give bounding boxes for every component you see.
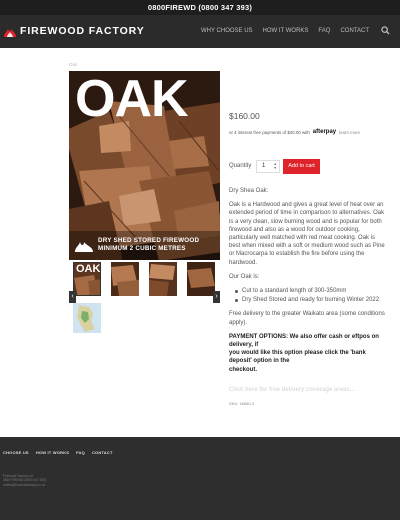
footer-nav-choose-us[interactable]: CHOOSE US [3, 450, 29, 455]
footer-company: Firewood Factory Ltd [3, 474, 33, 478]
footer-email[interactable]: orders@firewoodfactory.co.nz [3, 482, 46, 487]
delivery-map-image [73, 303, 101, 333]
thumbnail-image [111, 262, 139, 296]
caption-line-1: DRY SHED STORED FIREWOOD [98, 237, 200, 244]
nav-faq[interactable]: FAQ [318, 27, 331, 34]
thumbnail-4[interactable] [187, 262, 215, 296]
payment-options [229, 333, 385, 374]
footer-nav-how-it-works[interactable]: HOW IT WORKS [35, 450, 70, 455]
afterpay-text: or 4 interest free payments of $40.00 with [229, 129, 310, 135]
description-paragraph: Oak is a Hardwood and gives a great level of heat over an extended period of time in comparison to alternatives. Oak is a very clean, slow burning wood and is popular for both firewood and also as a wood for outdoor cooking, particularly well matched with red meat cooking. Oak is best when mixed with a soft or medium wood such as Pine or Macrocarpa to establish the fire before using the hardwood. [229, 202, 385, 266]
list-heading: Our Oak is: [229, 273, 260, 280]
delivery-coverage-link[interactable]: Click here for free delivery coverage areas... [229, 386, 355, 393]
search-icon[interactable] [381, 26, 390, 35]
delivery-info: Free delivery to the greater Waikato area (some conditions apply). [229, 311, 385, 326]
payment-line-3: checkout. [229, 366, 258, 373]
thumbnail-1[interactable] [73, 262, 101, 296]
thumbnail-2[interactable] [111, 262, 139, 296]
add-to-cart-button[interactable]: Add to cart [283, 159, 320, 174]
thumbnail-image [149, 262, 177, 296]
quantity-label: Quantity [229, 163, 252, 169]
afterpay-info [229, 129, 360, 135]
thumbnail-image [187, 262, 215, 296]
payment-line-2: you would like this option please click the 'bank deposit' option in the [229, 350, 366, 365]
footer-phone[interactable]: 0800 FIREWD (0800 347 393) [3, 478, 47, 483]
top-phone-bar[interactable] [0, 0, 400, 15]
description-heading: Dry Shea Oak: [229, 188, 269, 194]
site-header [0, 15, 400, 48]
spinner-icon[interactable]: ▲ ▼ [273, 162, 277, 170]
product-sku: SKU: 16660-3 [229, 401, 255, 407]
afterpay-logo: afterpay [312, 129, 337, 135]
phone-number[interactable]: 0800FIREWD (0800 347 393) [147, 3, 253, 12]
footer-nav-faq[interactable]: FAQ [76, 450, 85, 455]
nav-why-choose-us[interactable]: WHY CHOOSE US [200, 27, 253, 34]
arrow-left-icon[interactable]: ‹ [69, 291, 76, 303]
afterpay-learn-more-link[interactable]: learn more [339, 129, 361, 135]
thumbnail-label: OAK [76, 263, 101, 275]
flame-logo-icon [74, 237, 94, 253]
product-image-caption [74, 237, 199, 253]
footer-nav [3, 450, 120, 455]
flame-logo-icon [3, 24, 17, 38]
nav-contact[interactable]: CONTACT [340, 27, 369, 34]
product-main-image[interactable] [69, 71, 220, 260]
product-price: $160.00 [229, 111, 260, 121]
logo-text: FIREWOOD FACTORY [20, 25, 145, 37]
nav-how-it-works[interactable]: HOW IT WORKS [262, 27, 309, 34]
main-nav [191, 26, 390, 35]
thumbnail-3[interactable] [149, 262, 177, 296]
footer-contact-info [3, 474, 46, 487]
thumbnail-map[interactable] [73, 303, 101, 337]
payment-line-1: PAYMENT OPTIONS: We also offer cash or eftpos on delivery, if [229, 333, 379, 349]
list-item: Dry Shed Stored and ready for burning Winter 2022 [235, 296, 385, 304]
site-footer [0, 437, 400, 520]
thumbnail-gallery [69, 262, 220, 334]
quantity-stepper[interactable] [256, 160, 280, 173]
product-image-title: OAK [75, 71, 188, 128]
quantity-value: 1 [262, 163, 266, 169]
caption-line-2: MINIMUM 2 CUBIC METRES [98, 245, 186, 252]
arrow-right-icon[interactable]: › [213, 291, 220, 303]
footer-nav-contact[interactable]: CONTACT [91, 450, 113, 455]
product-description [229, 187, 385, 408]
feature-list [235, 287, 385, 304]
breadcrumb[interactable]: Oak [69, 62, 78, 67]
site-logo[interactable] [3, 24, 145, 38]
list-item: Cut to a standard length of 300-350mm [235, 287, 385, 295]
